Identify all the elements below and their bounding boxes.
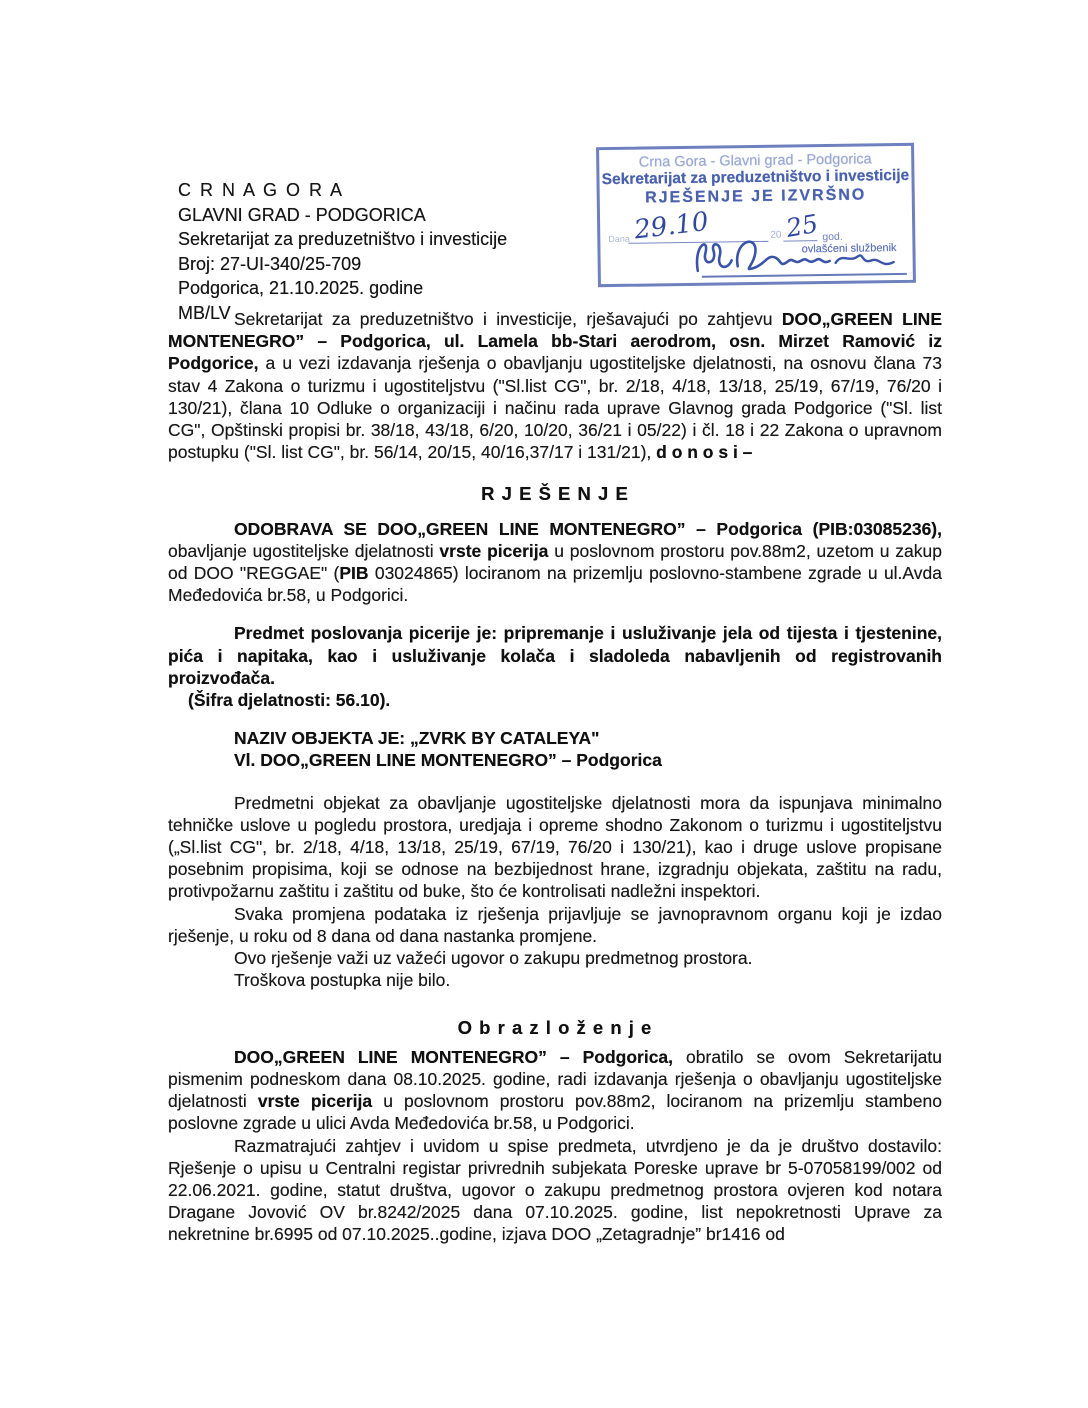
- stamp-date-label: Dana: [608, 233, 630, 245]
- evidence-paragraph: Razmatrajući zahtjev i uvidom u spise predmeta, utvrdjeno je da je društvo dostavilo: Rješenje o upisu u Centralni registar privrednih subjekata Poreske uprave br 5-07058199/002 od 22.06.2021. godine, statut društva, ugovor o zakupu predmetnog prostora ovjeren kod notara Dragane Jovović OV br.8242/2025 dana 07.10.2025. godine, list nepokretnosti Uprave za nekretnine br.6995 od 07.10.2025..godine, izjava DOO „Zetagradnje” br1416 od: [168, 1135, 942, 1245]
- stamp-executed-line: RJEŠENJE JE IZVRŠNO: [645, 186, 867, 207]
- stamp-year-prefix: 20: [770, 229, 782, 241]
- handwritten-year: 25: [783, 208, 821, 243]
- conditions-paragraph: Predmetni objekat za obavljanje ugostiteljske djelatnosti mora da ispunjava minimalno tehničke uslove u pogledu prostora, uredjaja i opreme shodno Zakonom o turizmu i ugostiteljstvu („Sl.list CG", br. 2/18, 4/18, 13/18, 25/19, 67/19, 76/20 i 130/21), kao i druge uslove propisane posebnim propisima, koji se odnose na bezbijednost hrane, izgradnju objekata, zaštitu na radu, protivpožarnu zaštitu i zaštitu od buke, što će kontrolisati nadležni inspektori.: [168, 792, 942, 902]
- document-body: [168, 308, 942, 1246]
- object-name-line: NAZIV OBJEKTA JE: „ZVRK BY CATALEYA": [234, 728, 600, 749]
- letterhead-country: C R N A G O R A: [178, 180, 345, 200]
- letterhead-case-number: Broj: 27-UI-340/25-709: [178, 253, 362, 274]
- request-paragraph: DOO„GREEN LINE MONTENEGRO” – Podgorica, obratilo se ovom Sekretarijatu pismenim podneskom dana 08.10.2025. godine, radi izdavanja rješenja o obavljanju ugostiteljske djelatnosti vrste picerija u poslovnom prostoru pov.88m2, lociranom na prizemlju stambeno poslovne zgrade u ulici Avda Međedovića br.58, u Podgorici.: [168, 1046, 942, 1134]
- handwritten-date: 29.10: [632, 206, 711, 246]
- letterhead-initials: MB/LV: [178, 302, 231, 323]
- business-subject-paragraph: Predmet poslovanja picerije je: pripremanje i usluživanje jela od tijesta i tjestenine, pića i napitaka, kao i usluživanje kolača i sladoleda nabavljenih od registrovanih proizvođača.: [168, 623, 942, 688]
- intro-paragraph: Sekretarijat za preduzetništvo i investicije, rješavajući po zahtjevu DOO„GREEN LINE MONTENEGRO” – Podgorica, ul. Lamela bb-Stari aerodrom, osn. Mirzet Ramović iz Podgorice, a u vezi izdavanja rješenja o obavljanju ugostiteljske djelatnosti, na osnovu člana 73 stav 4 Zakona o turizmu i ugostiteljstvu ("Sl.list CG", br. 2/18, 4/18, 13/18, 25/19, 67/19, 76/20 i 130/21), člana 10 Odluke o organizaciji i načinu rada uprave Glavnog grada Podgorice ("Sl. list CG", Opštinski propisi br. 38/18, 43/18, 6/20, 10/20, 36/21 i 05/22) i čl. 18 i 22 Zakona o upravnom postupku ("Sl. list CG", br. 56/14, 20/15, 40/16,37/17 i 131/21), d o n o s i –: [168, 309, 942, 463]
- letterhead-department: Sekretarijat za preduzetništvo i investicije: [178, 229, 508, 249]
- letterhead-place-date: Podgorica, 21.10.2025. godine: [178, 278, 424, 298]
- decision-title: R J E Š E N J E: [481, 483, 629, 505]
- change-notice-paragraph: Svaka promjena podataka iz rješenja prijavljuje se javnopravnom organu koji je izdao rješenje, u roku od 8 dana od dana nastanka promjene.: [168, 903, 942, 946]
- lease-validity-line: Ovo rješenje važi uz važeći ugovor o zakupu predmetnog prostora.: [234, 948, 753, 969]
- approval-paragraph: ODOBRAVA SE DOO„GREEN LINE MONTENEGRO” – Podgorica (PIB:03085236), obavljanje ugostiteljske djelatnosti vrste picerija u poslovnom prostoru pov.88m2, uzetom u zakup od DOO "REGGAE" (PIB 03024865) lociranom na prizemlju poslovno-stambene zgrade u ul.Avda Međedovića br.58, u Podgorici.: [168, 518, 942, 606]
- explanation-title: O b r a z l o ž e n j e: [457, 1017, 653, 1039]
- stamp-department-line: Sekretarijat za preduzetništvo i investicije: [601, 166, 910, 189]
- costs-line: Troškova postupka nije bilo.: [234, 970, 451, 991]
- stamp-year-suffix: god.: [822, 230, 843, 244]
- activity-code-line: (Šifra djelatnosti: 56.10).: [188, 690, 391, 711]
- stamp-official-label: ovlašćeni službenik: [801, 242, 897, 256]
- executivity-stamp: [596, 143, 916, 287]
- stamp-authority-line: Crna Gora - Glavni grad - Podgorica: [638, 151, 872, 171]
- owner-line: Vl. DOO„GREEN LINE MONTENEGRO” – Podgorica: [234, 750, 662, 771]
- letterhead-city: GLAVNI GRAD - PODGORICA: [178, 204, 426, 225]
- letterhead: [178, 178, 507, 325]
